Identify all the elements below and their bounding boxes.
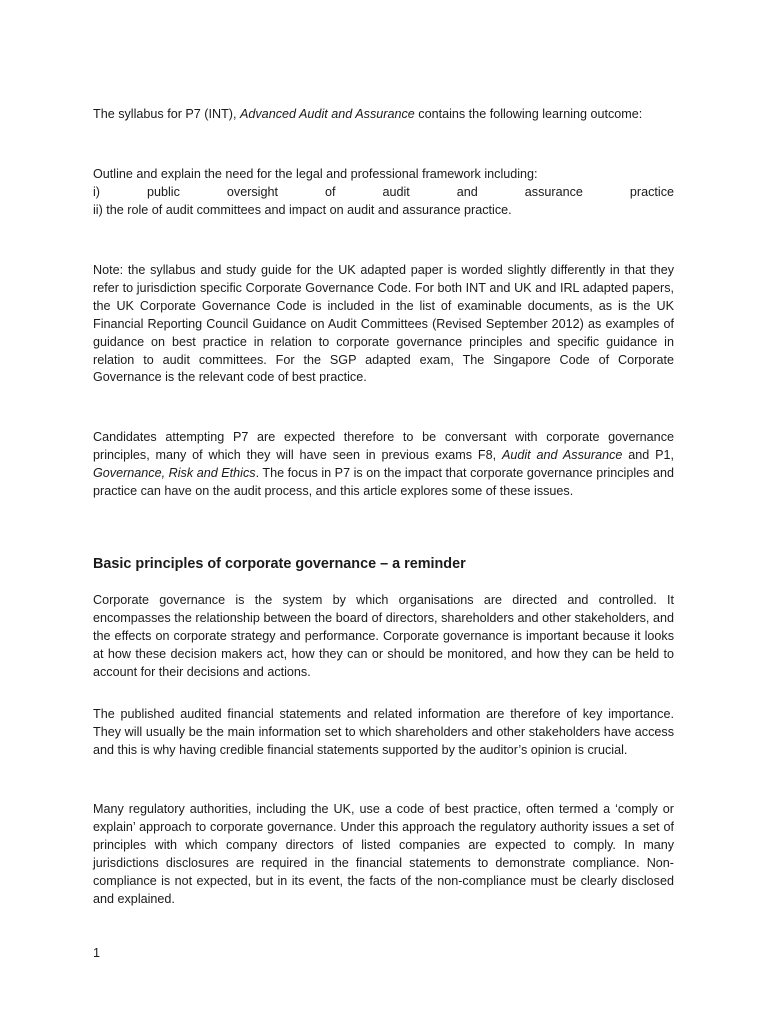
candidates-text-2: and P1, (628, 447, 675, 462)
exam-p1-title: Governance, Risk and Ethics (93, 465, 256, 480)
intro-text-before: The syllabus for P7 (INT), (93, 107, 237, 121)
learning-outcome (93, 166, 674, 220)
intro-text-after: contains the following learning outcome: (418, 107, 643, 121)
candidates-paragraph (93, 429, 674, 501)
intro-paragraph (93, 106, 674, 124)
outcome-lead: Outline and explain the need for the legal and professional framework including: (93, 167, 538, 181)
outcome-item-i: i) public oversight of audit and assurance practice (93, 184, 674, 199)
governance-definition-paragraph: Corporate governance is the system by which organisations are directed and controlled. It encompasses the relationship between the board of directors, shareholders and other stakeholders, and the effects on corporate strategy and performance. Corporate governance is important because it looks at how these decision makers act, how they can or should be monitored, and how they can be held to account for their decisions and actions. (93, 593, 674, 679)
candidates-text-3: . The focus in P7 is on the impact that corporate governance principles and practice can have on the audit process, and this article explores some of these issues. (93, 465, 675, 498)
exam-f8-title: Audit and Assurance (501, 447, 623, 462)
syllabus-title: Advanced Audit and Assurance (239, 107, 415, 121)
candidates-text-1: Candidates attempting P7 are expected therefore to be conversant with corporate governance principles, many of which they will have seen in previous exams F8, (93, 430, 674, 462)
page-number: 1 (93, 946, 101, 960)
section-heading: Basic principles of corporate governance – a reminder (93, 556, 466, 572)
outcome-item-ii: ii) the role of audit committees and impact on audit and assurance practice. (93, 202, 512, 217)
comply-or-explain-paragraph: Many regulatory authorities, including the UK, use a code of best practice, often termed a ‘comply or explain’ approach to corporate governance. Under this approach the regulatory authority issues a set of principles with which company directors of listed companies are expected to comply. In many jurisdictions disclosures are required in the financial statements to demonstrate compliance. Non-compliance is not expected, but in its event, the facts of the non-compliance must be clearly disclosed and explained. (93, 802, 674, 906)
note-paragraph: Note: the syllabus and study guide for the UK adapted paper is worded slightly differently in that they refer to jurisdiction specific Corporate Governance Code. For both INT and UK and IRL adapted papers, the UK Corporate Governance Code is included in the list of examinable documents, as is the UK Financial Reporting Council Guidance on Audit Committees (Revised September 2012) as examples of guidance on best practice in relation to corporate governance principles and specific guidance in relation to audit committees. For the SGP adapted exam, The Singapore Code of Corporate Governance is the relevant code of best practice. (93, 263, 674, 385)
financial-statements-paragraph: The published audited financial statements and related information are therefore of key importance. They will usually be the main information set to which shareholders and other stakeholders have access and this is why having credible financial statements supported by the auditor’s opinion is crucial. (93, 707, 674, 757)
